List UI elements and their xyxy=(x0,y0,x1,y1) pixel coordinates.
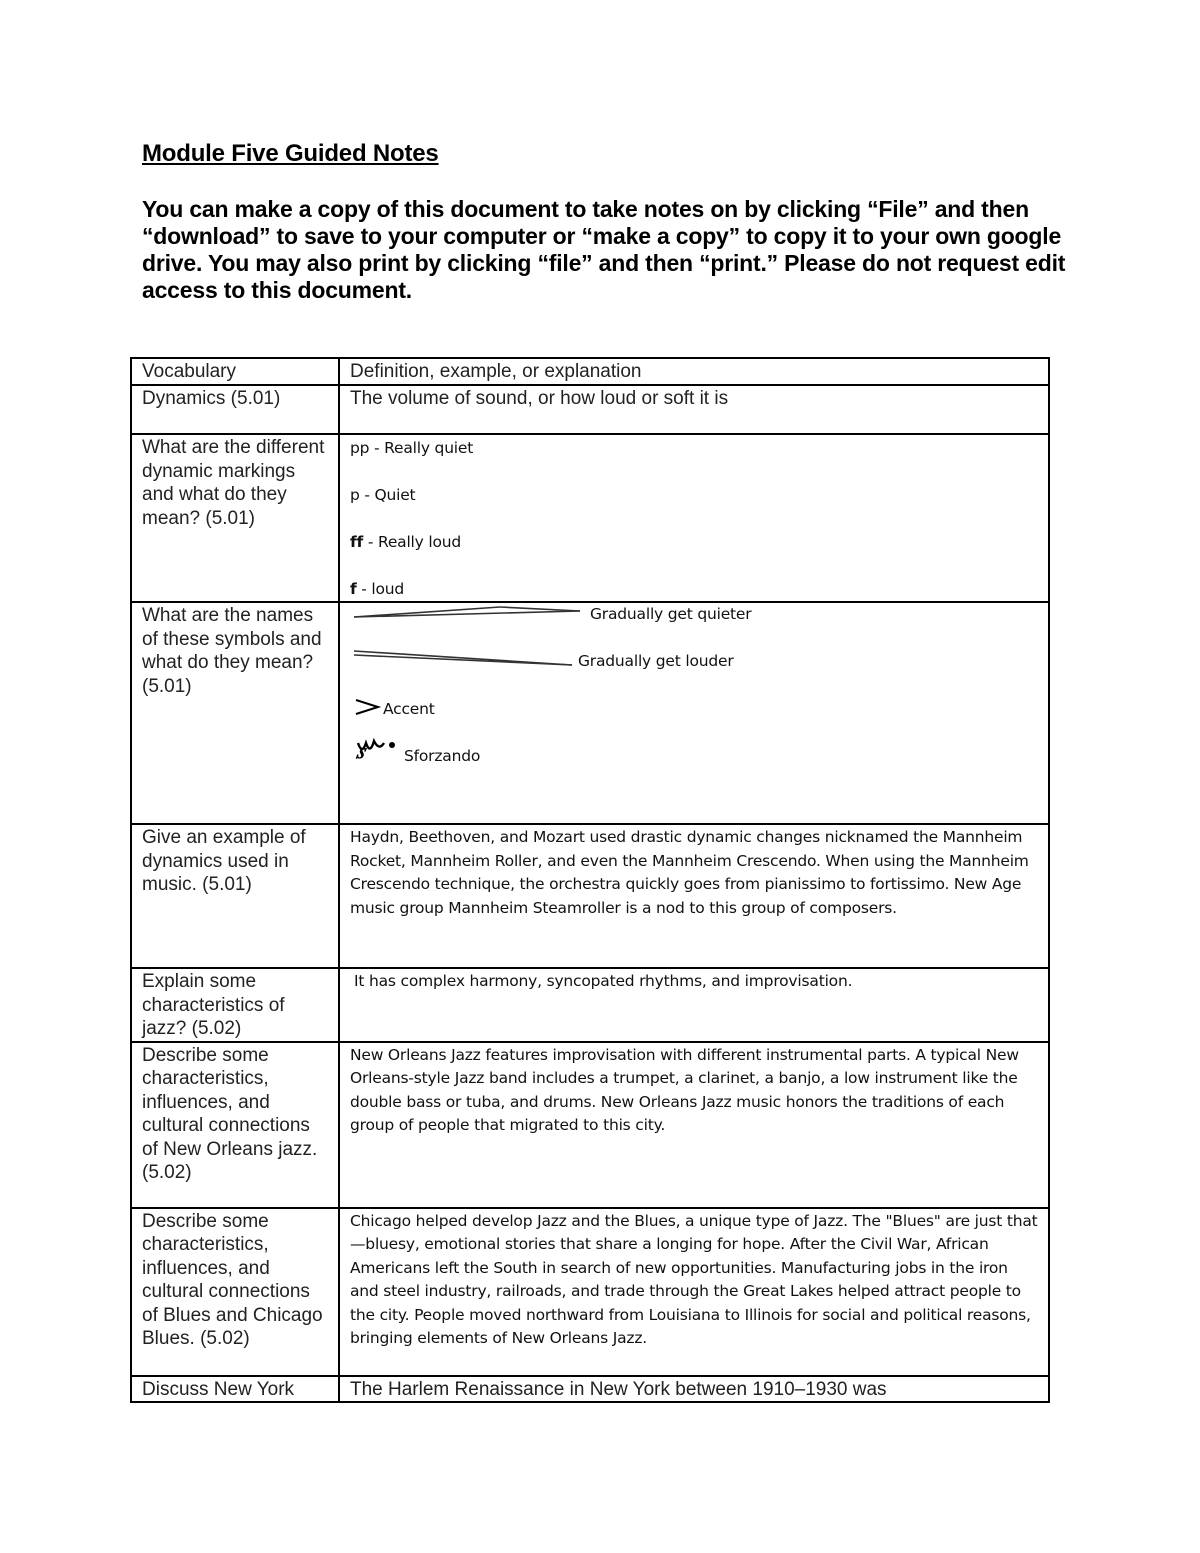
vocabulary-table xyxy=(130,357,1050,1403)
decrescendo-icon xyxy=(354,607,580,617)
crescendo-label: Gradually get louder xyxy=(578,652,734,670)
sforzando-label: Sforzando xyxy=(404,747,481,765)
vocab-cell: Describe some characteristics, influences, and cultural connections of New Orleans jazz. (5.02) xyxy=(131,1042,339,1208)
vocab-cell: What are the names of these symbols and what do they mean? (5.01) xyxy=(131,602,339,824)
svg-text:𝆍: 𝆍 xyxy=(356,738,365,764)
page-title: Module Five Guided Notes xyxy=(142,140,439,167)
vocab-cell: What are the different dynamic markings and what do they mean? (5.01) xyxy=(131,434,339,602)
sforzando-icon xyxy=(355,738,395,764)
table-row xyxy=(131,602,1049,824)
marking-f: f - loud xyxy=(350,580,405,598)
accent-icon xyxy=(356,700,378,714)
marking-p: p - Quiet xyxy=(350,486,416,504)
table-row xyxy=(131,1376,1049,1403)
definition-cell: The volume of sound, or how loud or soft it is xyxy=(339,385,1049,434)
accent-label: Accent xyxy=(383,700,435,718)
marking-pp: pp - Really quiet xyxy=(350,439,474,457)
vocab-cell: Give an example of dynamics used in music. (5.01) xyxy=(131,824,339,968)
header-definition: Definition, example, or explanation xyxy=(339,358,1049,385)
definition-cell: The Harlem Renaissance in New York between 1910–1930 was xyxy=(339,1376,1049,1403)
definition-cell: Haydn, Beethoven, and Mozart used drastic dynamic changes nicknamed the Mannheim Rocket, Mannheim Roller, and even the Mannheim Crescendo. When using the Mannheim Crescendo technique, the orchestra quickly goes from pianissimo to fortissimo. New Age music group Mannheim Steamroller is a nod to this group of composers. xyxy=(339,824,1049,968)
table-row xyxy=(131,434,1049,602)
table-row xyxy=(131,824,1049,968)
table-header-row xyxy=(131,358,1049,385)
vocab-cell: Explain some characteristics of jazz? (5.02) xyxy=(131,968,339,1042)
crescendo-icon xyxy=(354,651,572,665)
definition-cell xyxy=(339,602,1049,824)
definition-cell: It has complex harmony, syncopated rhythms, and improvisation. xyxy=(339,968,1049,1042)
header-vocabulary: Vocabulary xyxy=(131,358,339,385)
definition-cell: New Orleans Jazz features improvisation with different instrumental parts. A typical New Orleans-style Jazz band includes a trumpet, a clarinet, a banjo, a low instrument like the double bass or tuba, and drums. New Orleans Jazz music honors the traditions of each group of people that migrated to this city. xyxy=(339,1042,1049,1208)
definition-cell: Chicago helped develop Jazz and the Blues, a unique type of Jazz. The "Blues" are just that—bluesy, emotional stories that share a longing for hope. After the Civil War, African Americans left the South in search of new opportunities. Manufacturing jobs in the iron and steel industry, railroads, and trade through the Great Lakes helped attract people to the city. People moved northward from Louisiana to Illinois for social and political reasons, bringing elements of New Orleans Jazz. xyxy=(339,1208,1049,1376)
definition-cell xyxy=(339,434,1049,602)
vocab-cell: Describe some characteristics, influences, and cultural connections of Blues and Chicago Blues. (5.02) xyxy=(131,1208,339,1376)
table-row xyxy=(131,385,1049,434)
marking-ff: ff - Really loud xyxy=(350,533,462,551)
intro-paragraph: You can make a copy of this document to take notes on by clicking “File” and then “download” to save to your computer or “make a copy” to copy it to your own google drive. You may also print by clicking “file” and then “print.” Please do not request edit access to this document. xyxy=(142,196,1066,303)
vocab-cell: Discuss New York xyxy=(131,1376,339,1403)
table-row xyxy=(131,1042,1049,1208)
vocab-cell: Dynamics (5.01) xyxy=(131,385,339,434)
table-row xyxy=(131,968,1049,1042)
decrescendo-label: Gradually get quieter xyxy=(590,605,752,623)
table-row xyxy=(131,1208,1049,1376)
